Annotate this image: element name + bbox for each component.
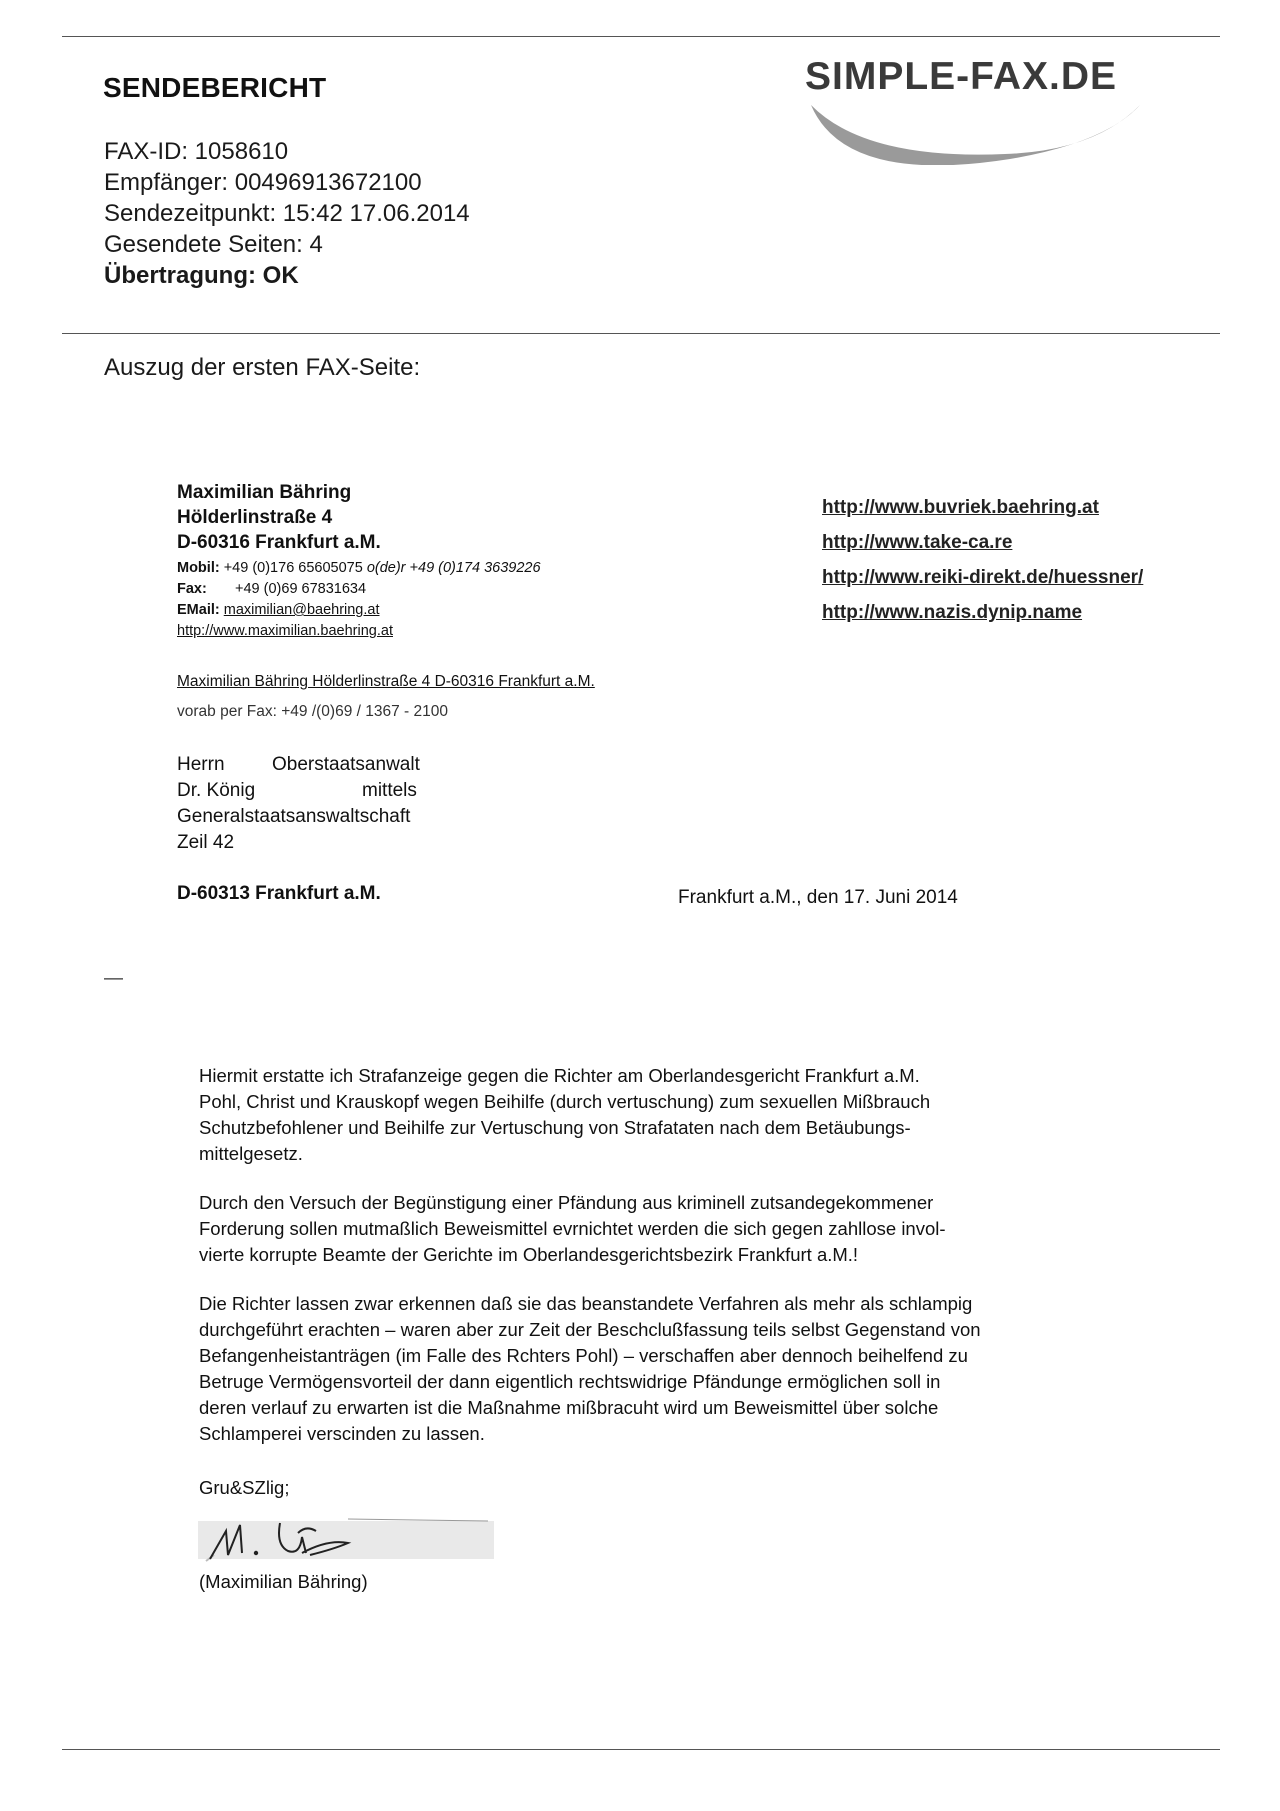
recipient-name: Dr. König <box>177 780 256 801</box>
sender-contacts <box>177 558 541 642</box>
separator-dash: — <box>104 968 123 989</box>
letter-body <box>199 1040 1099 1470</box>
recipient-via: mittels <box>362 780 417 801</box>
fax-recipient: Empfänger: 00496913672100 <box>104 169 422 196</box>
recipient-street: Zeil 42 <box>177 832 235 853</box>
paragraph-line: durchgeführt erachten – waren aber zur Zeit der Beschclußfassung teils selbst Gegenstand von <box>199 1319 981 1340</box>
pages-sent: Gesendete Seiten: 4 <box>104 231 323 258</box>
greeting: Gru&SZlig; <box>199 1477 290 1498</box>
recipient-role: Oberstaatsanwalt <box>272 754 420 775</box>
vorab-fax-line: vorab per Fax: +49 /(0)69 / 1367 - 2100 <box>177 703 448 720</box>
paragraph-line: vierte korrupte Beamte der Gerichte im Oberlandesgerichtsbezirk Frankfurt a.M.! <box>199 1244 859 1265</box>
recipient-block <box>177 752 420 856</box>
return-address: Maximilian Bähring Hölderlinstraße 4 D-60316 Frankfurt a.M. <box>177 673 595 690</box>
recipient-line-1 <box>177 752 420 778</box>
link-list <box>822 490 1143 630</box>
signature-name: (Maximilian Bähring) <box>199 1571 368 1592</box>
recipient-city: D-60313 Frankfurt a.M. <box>177 883 381 904</box>
link-reiki[interactable]: http://www.reiki-direkt.de/huessner/ <box>822 567 1144 588</box>
report-title: SENDEBERICHT <box>103 72 327 103</box>
top-rule <box>62 36 1220 37</box>
paragraph-line: mittelgesetz. <box>199 1143 303 1164</box>
excerpt-label: Auszug der ersten FAX-Seite: <box>104 354 421 381</box>
fax-meta <box>104 136 470 291</box>
mobil-alt: o(de)r +49 (0)174 3639226 <box>366 560 541 576</box>
link-buvriek[interactable]: http://www.buvriek.baehring.at <box>822 497 1099 518</box>
paragraph-line: Durch den Versuch der Begünstigung einer Pfändung aus kriminell zutsandegekommener <box>199 1192 934 1213</box>
logo-text: SIMPLE-FAX.DE <box>805 55 1118 98</box>
email-label: EMail: <box>177 602 220 618</box>
paragraph-line: Hiermit erstatte ich Strafanzeige gegen die Richter am Oberlandesgericht Frankfurt a.M. <box>199 1065 920 1086</box>
letter-date: Frankfurt a.M., den 17. Juni 2014 <box>678 887 958 908</box>
sender-name: Maximilian Bähring <box>177 482 352 503</box>
mobil-line <box>177 558 541 579</box>
signature-icon <box>198 1515 494 1563</box>
bottom-rule <box>62 1749 1220 1750</box>
paragraph-line: Forderung sollen mutmaßlich Beweismittel evrnichtet werden die sich gegen zahllose invol- <box>199 1218 946 1239</box>
sender-city: D-60316 Frankfurt a.M. <box>177 532 381 553</box>
sender-website-link[interactable]: http://www.maximilian.baehring.at <box>177 623 393 639</box>
sender-block <box>177 480 381 555</box>
email-link[interactable]: maximilian@baehring.at <box>223 602 380 618</box>
recipient-salutation: Herrn <box>177 754 225 775</box>
logo-swoosh-icon <box>805 55 1205 165</box>
paragraph-line: Befangenheistanträgen (im Falle des Rchters Pohl) – verschaffen aber dennoch beihelfend zu <box>199 1345 968 1366</box>
paragraph-line: deren verlauf zu erwarten ist die Maßnahme mißbracuht wird um Beweismittel über solche <box>199 1397 939 1418</box>
mobil-value: +49 (0)176 65605075 <box>219 560 367 576</box>
paragraph-line: Schutzbefohlener und Beihilfe zur Vertuschung von Strafataten nach dem Betäubungs- <box>199 1117 911 1138</box>
signature-image <box>198 1515 494 1563</box>
sender-street: Hölderlinstraße 4 <box>177 507 333 528</box>
transmission-status: Übertragung: OK <box>104 262 299 289</box>
paragraph-line: Die Richter lassen zwar erkennen daß sie das beanstandete Verfahren als mehr als schlampig <box>199 1293 973 1314</box>
fax-label: Fax: <box>177 581 207 597</box>
simple-fax-logo <box>805 55 1205 165</box>
fax-line <box>177 579 541 600</box>
link-take-ca[interactable]: http://www.take-ca.re <box>822 532 1013 553</box>
fax-value: +49 (0)69 67831634 <box>231 581 367 597</box>
paragraph-line: Schlamperei verscinden zu lassen. <box>199 1423 485 1444</box>
recipient-line-2 <box>177 778 420 804</box>
link-nazis[interactable]: http://www.nazis.dynip.name <box>822 602 1083 623</box>
email-line <box>177 600 541 621</box>
recipient-office: Generalstaatsanswaltschaft <box>177 806 411 827</box>
fax-id: FAX-ID: 1058610 <box>104 138 289 165</box>
paragraph-line: Pohl, Christ und Krauskopf wegen Beihilfe (durch vertuschung) zum sexuellen Mißbrauch <box>199 1091 931 1112</box>
paragraph-line: Betruge Vermögensvorteil der dann eigentlich rechtswidrige Pfändunge ermöglichen soll in <box>199 1371 941 1392</box>
mobil-label: Mobil: <box>177 560 220 576</box>
middle-rule <box>62 333 1220 334</box>
send-time: Sendezeitpunkt: 15:42 17.06.2014 <box>104 200 470 227</box>
